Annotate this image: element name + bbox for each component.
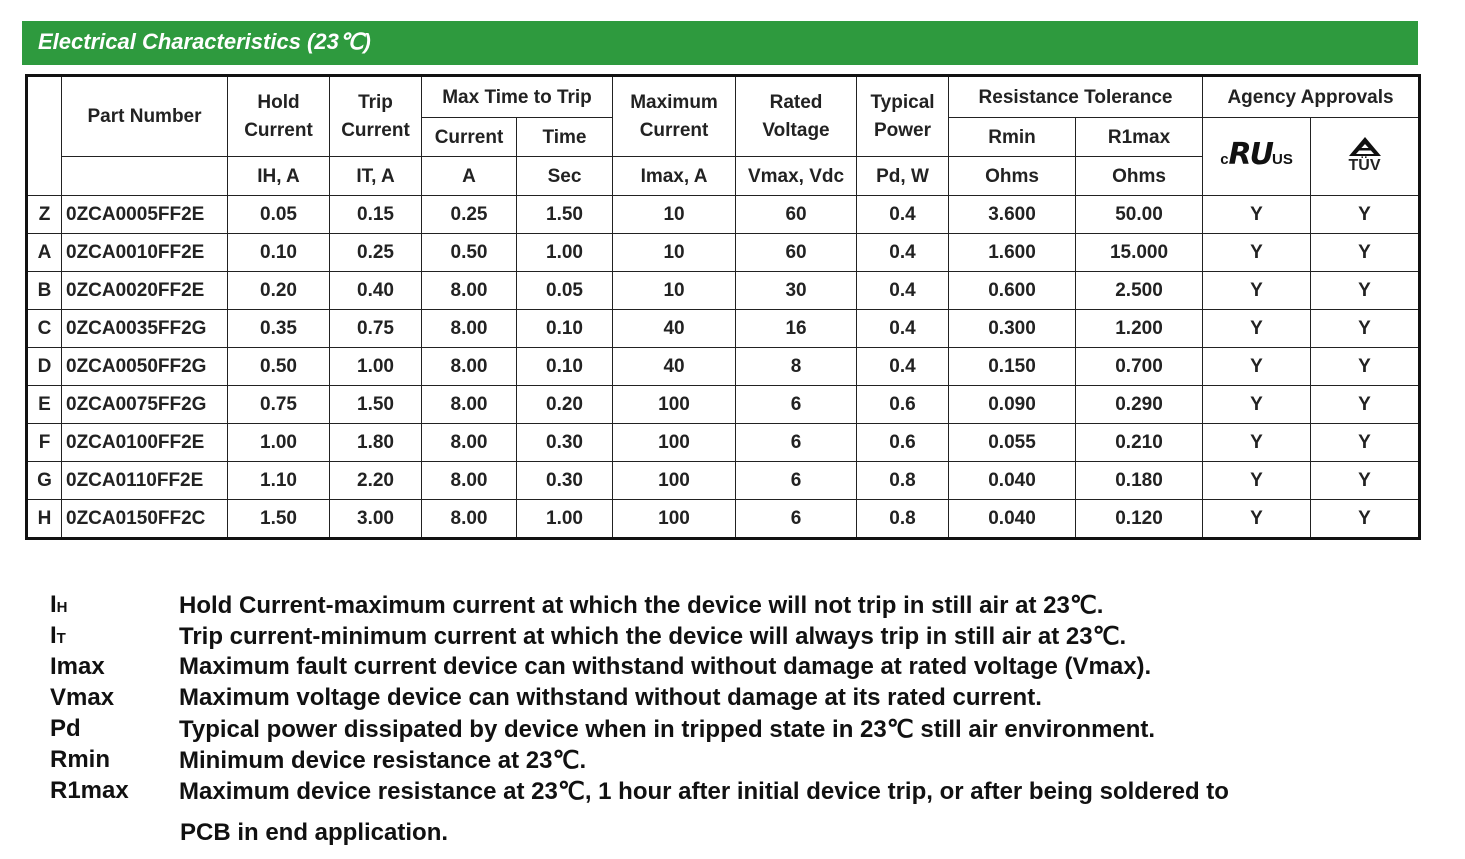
cell-part: 0ZCA0005FF2E — [62, 196, 228, 234]
legend-description: Maximum fault current device can withstand without damage at rated voltage (Vmax). — [179, 653, 1152, 680]
cell-imax: 100 — [613, 500, 736, 539]
cell-code: G — [27, 462, 62, 500]
cell-tuv: Y — [1311, 424, 1420, 462]
cell-r1max: 0.120 — [1076, 500, 1203, 539]
cell-ul: Y — [1203, 424, 1311, 462]
electrical-characteristics-table — [25, 74, 1421, 540]
hold-current-header — [228, 76, 330, 157]
cell-time: 0.05 — [517, 272, 613, 310]
it-unit: IT, A — [330, 157, 422, 196]
cell-code: H — [27, 500, 62, 539]
cell-imax: 100 — [613, 462, 736, 500]
cell-pd: 0.6 — [857, 386, 949, 424]
cell-rmin: 0.040 — [949, 462, 1076, 500]
cell-code: D — [27, 348, 62, 386]
cell-ul: Y — [1203, 500, 1311, 539]
cell-ul: Y — [1203, 386, 1311, 424]
rmin-subheader: Rmin — [949, 118, 1076, 157]
cell-cur: 0.50 — [422, 234, 517, 272]
cell-time: 1.00 — [517, 500, 613, 539]
cell-r1max: 50.00 — [1076, 196, 1203, 234]
cell-rmin: 0.090 — [949, 386, 1076, 424]
tuv-triangle-icon — [1343, 136, 1387, 158]
section-title: Electrical Characteristics (23℃) — [38, 29, 371, 54]
cell-rmin: 0.055 — [949, 424, 1076, 462]
cell-pd: 0.4 — [857, 348, 949, 386]
cell-tuv: Y — [1311, 500, 1420, 539]
cell-ih: 0.35 — [228, 310, 330, 348]
cell-tuv: Y — [1311, 234, 1420, 272]
legend — [50, 588, 1450, 845]
cell-imax: 10 — [613, 196, 736, 234]
cell-time: 0.30 — [517, 462, 613, 500]
cell-ih: 0.75 — [228, 386, 330, 424]
cell-pd: 0.4 — [857, 310, 949, 348]
cell-ul: Y — [1203, 196, 1311, 234]
ul-approval-header — [1203, 118, 1311, 196]
legend-description: Minimum device resistance at 23℃. — [179, 747, 587, 774]
current-unit: A — [422, 157, 517, 196]
imax-unit: Imax, A — [613, 157, 736, 196]
cell-tuv: Y — [1311, 272, 1420, 310]
cell-vmax: 60 — [736, 234, 857, 272]
table-row — [27, 462, 1420, 500]
table-row — [27, 196, 1420, 234]
cell-cur: 8.00 — [422, 272, 517, 310]
maximum-current-header-line2: Current — [639, 119, 709, 141]
cell-code: A — [27, 234, 62, 272]
legend-description: Typical power dissipated by device when in tripped state in 23℃ still air environment. — [179, 716, 1156, 743]
cell-cur: 8.00 — [422, 462, 517, 500]
agency-approvals-header: Agency Approvals — [1203, 76, 1420, 118]
cell-ih: 0.50 — [228, 348, 330, 386]
pd-unit: Pd, W — [857, 157, 949, 196]
trip-current-subheader: Current — [422, 118, 517, 157]
cell-imax: 100 — [613, 424, 736, 462]
cell-code: B — [27, 272, 62, 310]
cell-rmin: 0.150 — [949, 348, 1076, 386]
cell-ih: 0.05 — [228, 196, 330, 234]
ih-unit: IH, A — [228, 157, 330, 196]
cell-ih: 0.20 — [228, 272, 330, 310]
cell-ul: Y — [1203, 348, 1311, 386]
cell-cur: 8.00 — [422, 348, 517, 386]
cell-ul: Y — [1203, 234, 1311, 272]
rated-voltage-header-line1: Rated — [769, 91, 823, 113]
max-time-to-trip-header: Max Time to Trip — [422, 76, 613, 118]
cell-cur: 8.00 — [422, 386, 517, 424]
cell-time: 0.10 — [517, 348, 613, 386]
cell-it: 1.80 — [330, 424, 422, 462]
cell-time: 0.30 — [517, 424, 613, 462]
rated-voltage-header-line2: Voltage — [762, 119, 830, 141]
time-unit: Sec — [517, 157, 613, 196]
legend-item — [50, 774, 1450, 805]
r1max-subheader: R1max — [1076, 118, 1203, 157]
cell-part: 0ZCA0110FF2E — [62, 462, 228, 500]
cell-imax: 40 — [613, 348, 736, 386]
resistance-tolerance-header: Resistance Tolerance — [949, 76, 1203, 118]
tuv-approval-header — [1311, 118, 1420, 196]
cell-time: 0.10 — [517, 310, 613, 348]
cell-part: 0ZCA0100FF2E — [62, 424, 228, 462]
cell-tuv: Y — [1311, 310, 1420, 348]
legend-description: Trip current-minimum current at which the device will always trip in still air at 23℃. — [179, 623, 1127, 650]
cell-rmin: 0.300 — [949, 310, 1076, 348]
legend-item — [50, 681, 1450, 712]
legend-symbol: IH — [50, 591, 68, 618]
cell-it: 1.00 — [330, 348, 422, 386]
cell-vmax: 6 — [736, 500, 857, 539]
legend-item — [50, 619, 1450, 650]
cell-tuv: Y — [1311, 386, 1420, 424]
maximum-current-header — [613, 76, 736, 157]
cell-vmax: 8 — [736, 348, 857, 386]
rmin-unit: Ohms — [949, 157, 1076, 196]
legend-symbol: Rmin — [50, 746, 110, 773]
cell-it: 2.20 — [330, 462, 422, 500]
cell-imax: 40 — [613, 310, 736, 348]
vmax-unit: Vmax, Vdc — [736, 157, 857, 196]
cell-part: 0ZCA0150FF2C — [62, 500, 228, 539]
legend-symbol: Vmax — [50, 684, 115, 711]
cell-it: 0.75 — [330, 310, 422, 348]
cell-it: 0.25 — [330, 234, 422, 272]
tuv-logo: TÜV — [1335, 136, 1395, 174]
trip-current-header-line2: Current — [341, 119, 410, 141]
cell-part: 0ZCA0035FF2G — [62, 310, 228, 348]
cell-rmin: 0.600 — [949, 272, 1076, 310]
maximum-current-header-line1: Maximum — [630, 91, 718, 113]
cell-r1max: 0.180 — [1076, 462, 1203, 500]
cell-r1max: 0.290 — [1076, 386, 1203, 424]
cell-vmax: 60 — [736, 196, 857, 234]
cell-cur: 8.00 — [422, 500, 517, 539]
cell-imax: 100 — [613, 386, 736, 424]
legend-description: Maximum voltage device can withstand without damage at its rated current. — [179, 684, 1042, 711]
cell-cur: 0.25 — [422, 196, 517, 234]
cell-rmin: 1.600 — [949, 234, 1076, 272]
legend-symbol: Imax — [50, 653, 105, 680]
cell-it: 0.40 — [330, 272, 422, 310]
cell-it: 3.00 — [330, 500, 422, 539]
table-row — [27, 386, 1420, 424]
cell-tuv: Y — [1311, 462, 1420, 500]
cell-ul: Y — [1203, 272, 1311, 310]
rated-voltage-header — [736, 76, 857, 157]
cell-vmax: 6 — [736, 462, 857, 500]
legend-symbol: Pd — [50, 715, 81, 742]
cell-ul: Y — [1203, 462, 1311, 500]
cell-r1max: 1.200 — [1076, 310, 1203, 348]
cell-cur: 8.00 — [422, 310, 517, 348]
legend-description: PCB in end application. — [180, 819, 449, 846]
legend-item — [50, 588, 1450, 619]
cell-r1max: 2.500 — [1076, 272, 1203, 310]
ul-logo: cRUUS — [1220, 136, 1293, 172]
typical-power-header-line2: Power — [874, 119, 932, 141]
cell-time: 1.50 — [517, 196, 613, 234]
typical-power-header-line1: Typical — [870, 91, 935, 113]
r1max-unit: Ohms — [1076, 157, 1203, 196]
cell-vmax: 16 — [736, 310, 857, 348]
cell-time: 1.00 — [517, 234, 613, 272]
cell-vmax: 30 — [736, 272, 857, 310]
cell-pd: 0.4 — [857, 196, 949, 234]
cell-part: 0ZCA0020FF2E — [62, 272, 228, 310]
legend-symbol: R1max — [50, 777, 129, 804]
section-banner — [22, 21, 1418, 65]
cell-pd: 0.8 — [857, 500, 949, 539]
cell-code: Z — [27, 196, 62, 234]
cell-part: 0ZCA0010FF2E — [62, 234, 228, 272]
cell-pd: 0.6 — [857, 424, 949, 462]
cell-time: 0.20 — [517, 386, 613, 424]
cell-code: C — [27, 310, 62, 348]
cell-r1max: 0.210 — [1076, 424, 1203, 462]
table-row — [27, 234, 1420, 272]
cell-r1max: 0.700 — [1076, 348, 1203, 386]
cell-vmax: 6 — [736, 424, 857, 462]
legend-symbol: IT — [50, 622, 66, 649]
legend-item — [50, 650, 1450, 681]
legend-item — [50, 712, 1450, 743]
cell-it: 1.50 — [330, 386, 422, 424]
trip-time-subheader: Time — [517, 118, 613, 157]
cell-it: 0.15 — [330, 196, 422, 234]
part-number-header: Part Number — [62, 76, 228, 157]
hold-current-header-line2: Current — [244, 119, 313, 141]
cell-pd: 0.4 — [857, 272, 949, 310]
table-row — [27, 348, 1420, 386]
cell-part: 0ZCA0050FF2G — [62, 348, 228, 386]
trip-current-header-line1: Trip — [358, 91, 393, 113]
cell-ih: 1.50 — [228, 500, 330, 539]
table-row — [27, 310, 1420, 348]
cell-tuv: Y — [1311, 348, 1420, 386]
legend-description: Hold Current-maximum current at which the device will not trip in still air at 23℃. — [179, 592, 1104, 619]
cell-imax: 10 — [613, 272, 736, 310]
table-row — [27, 424, 1420, 462]
cell-ul: Y — [1203, 310, 1311, 348]
cell-ih: 1.00 — [228, 424, 330, 462]
cell-imax: 10 — [613, 234, 736, 272]
cell-r1max: 15.000 — [1076, 234, 1203, 272]
cell-pd: 0.4 — [857, 234, 949, 272]
table-row — [27, 500, 1420, 539]
table-row — [27, 272, 1420, 310]
cell-code: F — [27, 424, 62, 462]
cell-ih: 0.10 — [228, 234, 330, 272]
typical-power-header — [857, 76, 949, 157]
cell-tuv: Y — [1311, 196, 1420, 234]
hold-current-header-line1: Hold — [257, 91, 300, 113]
cell-vmax: 6 — [736, 386, 857, 424]
legend-item — [50, 743, 1450, 774]
legend-item — [50, 805, 1450, 845]
part-number-unit — [62, 157, 228, 196]
cell-ih: 1.10 — [228, 462, 330, 500]
legend-description: Maximum device resistance at 23℃, 1 hour after initial device trip, or after being soldered to — [179, 778, 1229, 805]
trip-current-header — [330, 76, 422, 157]
cell-cur: 8.00 — [422, 424, 517, 462]
cell-rmin: 3.600 — [949, 196, 1076, 234]
cell-code: E — [27, 386, 62, 424]
cell-rmin: 0.040 — [949, 500, 1076, 539]
cell-part: 0ZCA0075FF2G — [62, 386, 228, 424]
cell-pd: 0.8 — [857, 462, 949, 500]
code-column-header — [27, 76, 62, 196]
